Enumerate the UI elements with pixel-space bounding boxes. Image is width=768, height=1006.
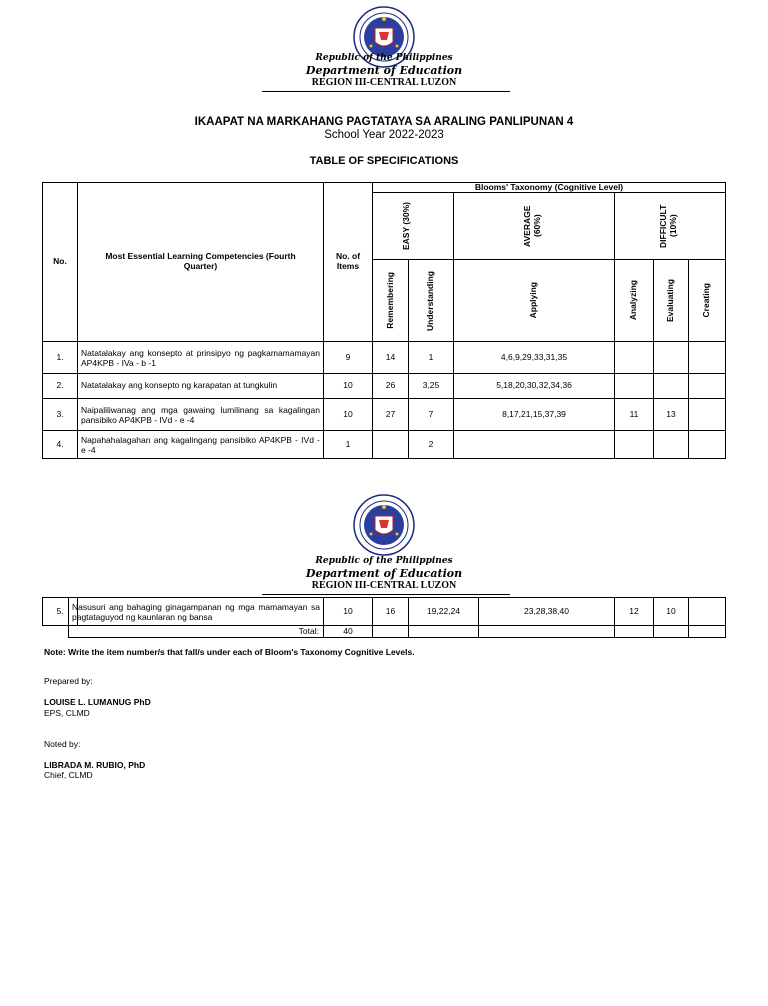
header-creating: Creating (688, 259, 726, 342)
total-empty (688, 625, 726, 638)
table-row-applying: 23,28,38,40 (478, 597, 615, 626)
table-row-no: 4. (42, 430, 78, 459)
table-row-understanding: 3,25 (408, 373, 454, 399)
table-row-competency: Natatalakay ang konsepto ng karapatan at tungkulin (77, 373, 324, 399)
table-row-items: 10 (323, 398, 373, 431)
prepared-label: Prepared by: (44, 676, 93, 686)
table-row-creating (688, 597, 726, 626)
table-row-evaluating: 10 (653, 597, 689, 626)
region-label: REGION III-CENTRAL LUZON (311, 77, 457, 88)
table-row-no: 5. (42, 597, 78, 626)
table-row-items: 9 (323, 341, 373, 374)
header-competencies: Most Essential Learning Competencies (Fourth Quarter) (77, 182, 324, 342)
table-row-analyzing: 12 (614, 597, 654, 626)
table-row-no: 2. (42, 373, 78, 399)
header-average: AVERAGE (60%) (453, 192, 615, 260)
table-row-creating (688, 430, 726, 459)
header-understanding: Understanding (408, 259, 454, 342)
noted-position: Chief, CLMD (44, 770, 93, 780)
header-items: No. of Items (323, 182, 373, 342)
total-empty (408, 625, 479, 638)
table-row-no: 3. (42, 398, 78, 431)
table-row-remembering: 27 (372, 398, 409, 431)
table-row-evaluating (653, 430, 689, 459)
table-row-analyzing (614, 341, 654, 374)
table-row-remembering: 16 (372, 597, 409, 626)
republic-label: Republic of the Philippines (315, 53, 453, 63)
table-row-analyzing: 11 (614, 398, 654, 431)
header-applying: Applying (453, 259, 615, 342)
prepared-position: EPS, CLMD (44, 708, 90, 718)
table-row-understanding: 2 (408, 430, 454, 459)
total-empty (478, 625, 615, 638)
table-row-evaluating (653, 341, 689, 374)
republic-label: Republic of the Philippines (315, 556, 453, 566)
table-note: Note: Write the item number/s that fall/s under each of Bloom's Taxonomy Cognitive Levels. (44, 647, 415, 657)
table-row-competency: Nasusuri ang bahaging ginagampanan ng mga mamamayan sa pagtataguyod ng kaunlaran ng bansa (68, 597, 324, 626)
header-remembering: Remembering (372, 259, 409, 342)
table-row-competency: Natatalakay ang konsepto at prinsipyo ng pagkamamamayan AP4KPB - IVa - b -1 (77, 341, 324, 374)
table-row-items: 1 (323, 430, 373, 459)
total-label: Total: (68, 625, 324, 638)
table-row-applying (453, 430, 615, 459)
table-row-evaluating (653, 373, 689, 399)
table-row-analyzing (614, 373, 654, 399)
table-row-competency: Napahahalagahan ang kagalingang pansibiko AP4KPB - IVd - e -4 (77, 430, 324, 459)
total-value: 40 (323, 625, 373, 638)
noted-label: Noted by: (44, 739, 81, 749)
table-row-applying: 5,18,20,30,32,34,36 (453, 373, 615, 399)
department-label: Department of Education (305, 567, 463, 580)
deped-seal-icon (353, 494, 415, 556)
header-difficult: DIFFICULT (10%) (614, 192, 726, 260)
header-evaluating: Evaluating (653, 259, 689, 342)
table-row-creating (688, 398, 726, 431)
table-row-understanding: 19,22,24 (408, 597, 479, 626)
total-empty (653, 625, 689, 638)
department-label: Department of Education (305, 64, 463, 77)
table-title: TABLE OF SPECIFICATIONS (309, 155, 459, 167)
table-row-remembering (372, 430, 409, 459)
total-empty (372, 625, 409, 638)
table-row-creating (688, 373, 726, 399)
total-empty (614, 625, 654, 638)
table-row-analyzing (614, 430, 654, 459)
school-year: School Year 2022-2023 (324, 129, 444, 141)
header-no: No. (42, 182, 78, 342)
table-row-competency: Naipaliliwanag ang mga gawaing lumilinang sa kagalingan pansibiko AP4KPB - IVd - e -4 (77, 398, 324, 431)
table-row-no: 1. (42, 341, 78, 374)
table-row-items: 10 (323, 597, 373, 626)
header-blooms: Blooms' Taxonomy (Cognitive Level) (372, 182, 726, 193)
table-row-understanding: 1 (408, 341, 454, 374)
table-row-remembering: 14 (372, 341, 409, 374)
header-divider (262, 91, 510, 92)
table-row-applying: 4,6,9,29,33,31,35 (453, 341, 615, 374)
table-row-creating (688, 341, 726, 374)
table-row-understanding: 7 (408, 398, 454, 431)
document-title: IKAAPAT NA MARKAHANG PAGTATAYA SA ARALING PANLIPUNAN 4 (194, 116, 574, 128)
table-row-evaluating: 13 (653, 398, 689, 431)
header-divider (262, 594, 510, 595)
region-label: REGION III-CENTRAL LUZON (311, 580, 457, 591)
noted-name: LIBRADA M. RUBIO, PhD (44, 760, 146, 770)
table-row-items: 10 (323, 373, 373, 399)
header-easy: EASY (30%) (372, 192, 454, 260)
table-row-applying: 8,17,21,15,37,39 (453, 398, 615, 431)
table-row-remembering: 26 (372, 373, 409, 399)
header-analyzing: Analyzing (614, 259, 654, 342)
prepared-name: LOUISE L. LUMANUG PhD (44, 697, 151, 707)
